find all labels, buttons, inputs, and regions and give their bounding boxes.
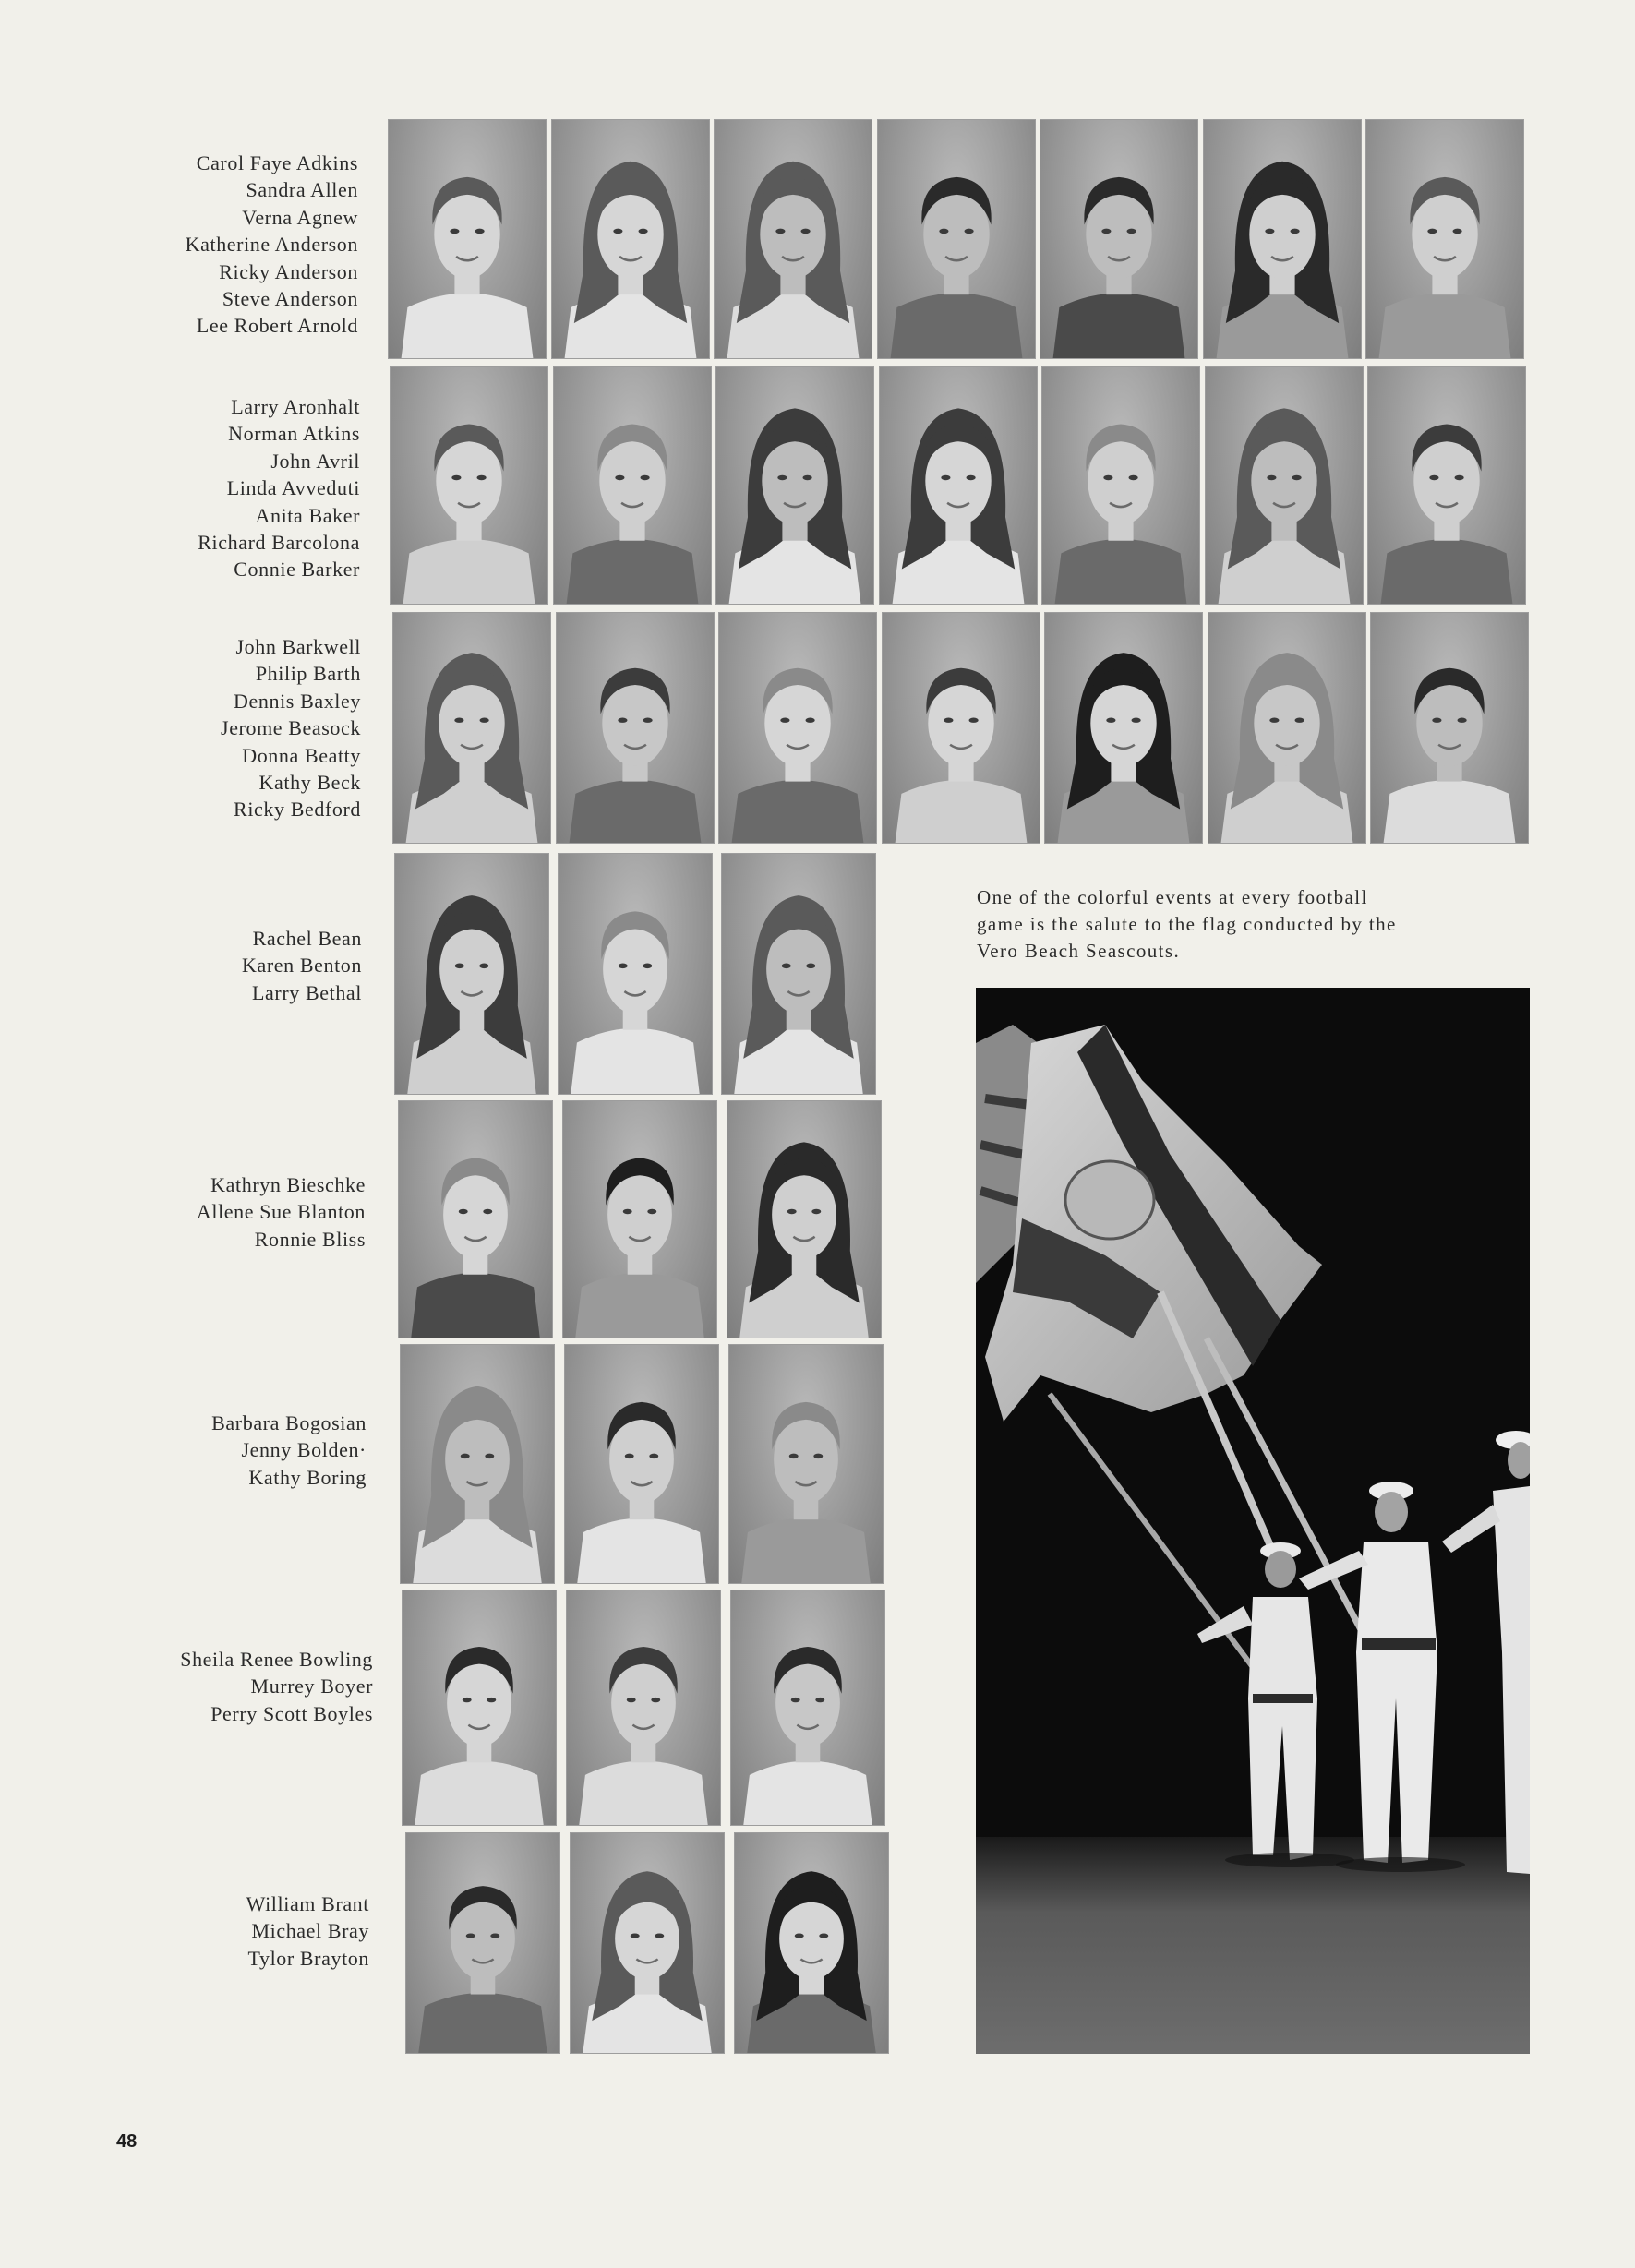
- student-portrait: [551, 119, 710, 359]
- name-list-2: [198, 393, 360, 583]
- student-name: Ricky Bedford: [234, 798, 361, 822]
- student-portrait: [558, 853, 713, 1095]
- student-portrait: [390, 366, 548, 605]
- student-portrait: [1203, 119, 1362, 359]
- student-portrait: [1365, 119, 1524, 359]
- student-name: Anita Baker: [255, 503, 360, 527]
- student-name: Michael Bray: [251, 1919, 369, 1943]
- student-portrait: [734, 1832, 889, 2054]
- student-name: Larry Aronhalt: [231, 395, 360, 418]
- name-list-5: [197, 1171, 366, 1253]
- student-name: Philip Barth: [255, 662, 361, 686]
- name-list-1: [186, 150, 358, 340]
- student-name: Larry Bethal: [252, 980, 362, 1004]
- student-portrait: [400, 1344, 555, 1584]
- student-portrait: [714, 119, 872, 359]
- student-name: Richard Barcolona: [198, 531, 360, 555]
- student-portrait: [1208, 612, 1366, 844]
- student-name: Kathy Boring: [248, 1465, 367, 1489]
- student-name: Barbara Bogosian: [211, 1411, 367, 1434]
- student-portrait: [718, 612, 877, 844]
- student-portrait: [730, 1590, 885, 1826]
- caption-line: Vero Beach Seascouts.: [977, 940, 1181, 962]
- student-portrait: [721, 853, 876, 1095]
- student-portrait: [728, 1344, 884, 1584]
- student-name: Sandra Allen: [246, 178, 358, 202]
- student-name: Allene Sue Blanton: [196, 1200, 366, 1224]
- student-name: Linda Avveduti: [226, 476, 360, 500]
- student-portrait: [877, 119, 1036, 359]
- name-list-4: [242, 925, 362, 1006]
- student-name: Sheila Renee Bowling: [180, 1648, 373, 1671]
- student-name: Ricky Anderson: [219, 259, 358, 283]
- student-name: Steve Anderson: [222, 287, 358, 311]
- student-name: Verna Agnew: [242, 205, 358, 229]
- student-portrait: [570, 1832, 725, 2054]
- student-name: John Avril: [270, 449, 360, 473]
- student-portrait: [398, 1100, 553, 1338]
- student-name: Kathryn Bieschke: [210, 1173, 366, 1196]
- name-list-8: [246, 1890, 369, 1972]
- name-list-7: [180, 1646, 373, 1727]
- student-portrait: [1041, 366, 1200, 605]
- name-list-3: [221, 633, 361, 823]
- student-name: Jenny Bolden·: [241, 1438, 367, 1462]
- student-name: William Brant: [246, 1892, 369, 1915]
- student-portrait: [388, 119, 547, 359]
- student-portrait: [715, 366, 874, 605]
- student-name: Carol Faye Adkins: [196, 151, 358, 174]
- student-name: Donna Beatty: [242, 743, 361, 767]
- student-name: Jerome Beasock: [221, 716, 361, 740]
- student-name: John Barkwell: [235, 635, 361, 658]
- student-name: Perry Scott Boyles: [210, 1701, 373, 1725]
- student-name: Karen Benton: [242, 954, 362, 978]
- student-portrait: [1370, 612, 1529, 844]
- caption-line: One of the colorful events at every football: [977, 886, 1368, 908]
- student-name: Connie Barker: [234, 558, 360, 582]
- student-portrait: [727, 1100, 882, 1338]
- student-portrait: [1040, 119, 1198, 359]
- student-name: Rachel Bean: [252, 927, 362, 950]
- student-portrait: [556, 612, 715, 844]
- student-name: Katherine Anderson: [185, 233, 358, 257]
- student-portrait: [405, 1832, 560, 2054]
- student-portrait: [1044, 612, 1203, 844]
- flag-salute-photo: [976, 988, 1530, 2054]
- photo-caption: [977, 884, 1494, 965]
- caption-line: game is the salute to the flag conducted by the: [977, 913, 1397, 935]
- student-portrait: [1367, 366, 1526, 605]
- student-name: Tylor Brayton: [247, 1946, 369, 1970]
- student-portrait: [564, 1344, 719, 1584]
- student-name: Dennis Baxley: [234, 689, 361, 713]
- student-name: Ronnie Bliss: [254, 1227, 366, 1251]
- student-portrait: [394, 853, 549, 1095]
- student-name: Murrey Boyer: [250, 1674, 373, 1698]
- student-portrait: [553, 366, 712, 605]
- student-portrait: [879, 366, 1038, 605]
- student-portrait: [402, 1590, 557, 1826]
- student-portrait: [392, 612, 551, 844]
- student-name: Kathy Beck: [258, 771, 361, 795]
- name-list-6: [211, 1410, 367, 1491]
- student-name: Lee Robert Arnold: [196, 314, 358, 338]
- student-portrait: [882, 612, 1040, 844]
- student-portrait: [1205, 366, 1364, 605]
- student-name: Norman Atkins: [228, 422, 360, 446]
- student-portrait: [562, 1100, 717, 1338]
- page-number: 48: [116, 2131, 138, 2152]
- student-portrait: [566, 1590, 721, 1826]
